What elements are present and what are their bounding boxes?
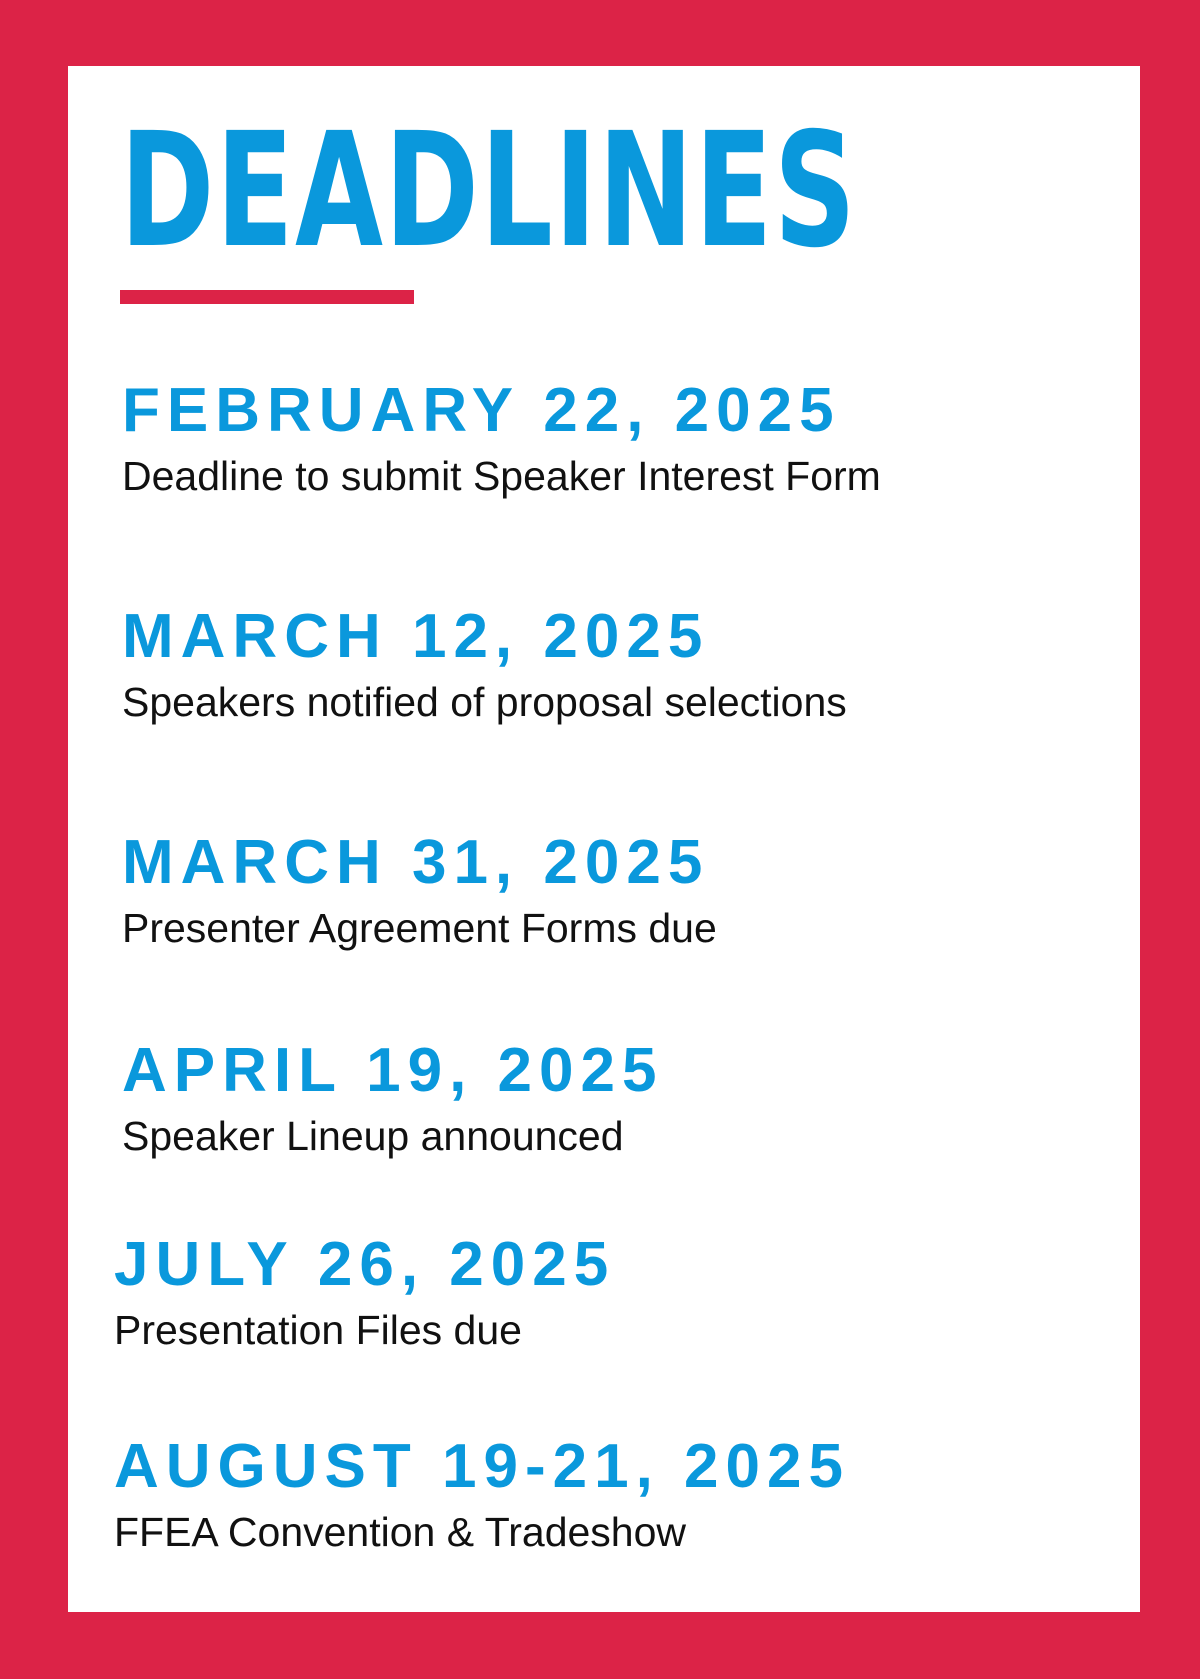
deadline-description: Speakers notified of proposal selections [122, 679, 847, 725]
deadline-item-mar-12 [122, 602, 847, 725]
deadline-date: JULY 26, 2025 [114, 1230, 616, 1299]
deadline-date: MARCH 12, 2025 [122, 602, 710, 671]
deadline-date: FEBRUARY 22, 2025 [122, 376, 841, 445]
deadline-description: FFEA Convention & Tradeshow [114, 1509, 687, 1555]
deadline-item-aug-19-21 [114, 1432, 850, 1555]
deadline-date: AUGUST 19-21, 2025 [114, 1432, 850, 1501]
deadline-item-feb-22 [122, 376, 881, 499]
deadline-item-jul-26 [114, 1230, 616, 1353]
deadline-description: Presentation Files due [114, 1307, 522, 1353]
page-title: DEADLINES [120, 99, 858, 283]
deadline-description: Deadline to submit Speaker Interest Form [122, 453, 881, 499]
title-underline [120, 290, 414, 304]
deadline-description: Speaker Lineup announced [122, 1113, 624, 1159]
deadline-item-mar-31 [122, 828, 717, 951]
deadline-date: APRIL 19, 2025 [122, 1036, 664, 1105]
deadline-date: MARCH 31, 2025 [122, 828, 710, 897]
deadline-description: Presenter Agreement Forms due [122, 905, 717, 951]
deadline-item-apr-19 [122, 1036, 664, 1159]
